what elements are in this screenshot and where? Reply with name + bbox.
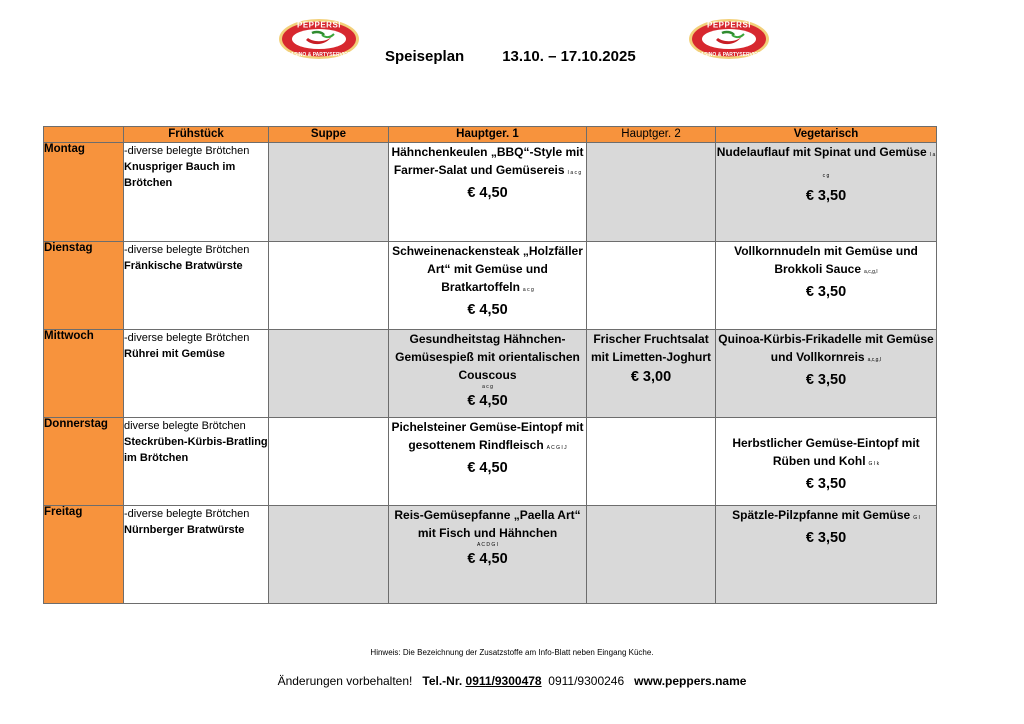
main1-cell — [389, 506, 587, 604]
footer-contact — [0, 674, 1024, 688]
vegetarian-cell — [716, 506, 937, 604]
veg-price: € 3,50 — [805, 284, 847, 300]
main1-additives: A C G I J — [546, 445, 567, 451]
svg-text:CASINO & PARTYSERVICE: CASINO & PARTYSERVICE — [696, 52, 762, 58]
main1-name: Pichelsteiner Gemüse-Eintopf mit gesottenem Rindfleisch — [391, 420, 584, 452]
veg-additives: G I — [913, 515, 920, 521]
breakfast-special: Knuspriger Bauch im Brötchen — [124, 161, 236, 189]
table-row — [44, 506, 937, 604]
soup-cell — [269, 330, 389, 418]
veg-additives: G I k — [868, 461, 880, 467]
changes-notice: Änderungen vorbehalten! — [277, 674, 413, 688]
soup-cell — [269, 418, 389, 506]
main1-price: € 4,50 — [467, 551, 508, 567]
phone-label: Tel.-Nr. — [422, 674, 463, 688]
veg-name: Spätzle-Pilzpfanne mit Gemüse — [732, 508, 911, 522]
breakfast-plain: -diverse belegte Brötchen — [124, 244, 250, 256]
breakfast-special: Rührei mit Gemüse — [124, 348, 225, 360]
main1-name: Schweinenackensteak „Holzfäller Art“ mit Gemüse und Bratkartoffeln — [392, 244, 583, 294]
main1-price: € 4,50 — [467, 185, 508, 201]
soup-cell — [269, 143, 389, 242]
main1-name: Reis-Gemüsepfanne „Paella Art“ mit Fisch und Hähnchen — [394, 508, 581, 540]
table-row — [44, 143, 937, 242]
svg-text:PEPPERSI: PEPPERSI — [296, 20, 342, 30]
breakfast-plain: diverse belegte Brötchen — [124, 420, 246, 432]
main1-cell — [389, 418, 587, 506]
veg-name: Nudelauflauf mit Spinat und Gemüse — [716, 145, 927, 159]
breakfast-plain: -diverse belegte Brötchen — [124, 332, 250, 344]
table-row — [44, 330, 937, 418]
column-header-vegetarian: Vegetarisch — [716, 127, 937, 143]
breakfast-cell — [124, 330, 269, 418]
breakfast-special: Fränkische Bratwürste — [124, 260, 243, 272]
phone-primary: 0911/9300478 — [465, 674, 542, 688]
phone-secondary: 0911/9300246 — [548, 674, 625, 688]
day-label: Freitag — [44, 506, 124, 604]
svg-text:CASINO & PARTYSERVICE: CASINO & PARTYSERVICE — [286, 52, 352, 58]
main1-cell — [389, 330, 587, 418]
breakfast-special: Nürnberger Bratwürste — [124, 524, 245, 536]
main1-additives: I a c g — [567, 170, 582, 176]
breakfast-special: Steckrüben-Kürbis-Bratling im Brötchen — [124, 436, 268, 464]
veg-price: € 3,50 — [805, 372, 847, 388]
title-text: Speiseplan — [385, 48, 465, 65]
veg-name: Quinoa-Kürbis-Frikadelle mit Gemüse und Vollkornreis — [718, 332, 934, 364]
table-row — [44, 418, 937, 506]
main1-price: € 4,50 — [467, 460, 508, 476]
soup-cell — [269, 506, 389, 604]
column-header-soup: Suppe — [269, 127, 389, 143]
main2-price: € 3,00 — [630, 369, 672, 385]
peppersi-logo-right — [688, 18, 770, 60]
veg-additives: a,c,g,I — [864, 269, 878, 275]
main2-cell — [587, 143, 716, 242]
main2-cell — [587, 330, 716, 418]
soup-cell — [269, 242, 389, 330]
veg-price: € 3,50 — [805, 530, 847, 546]
day-label: Donnerstag — [44, 418, 124, 506]
peppersi-logo-left — [278, 18, 360, 60]
breakfast-cell — [124, 242, 269, 330]
breakfast-cell — [124, 143, 269, 242]
vegetarian-cell — [716, 418, 937, 506]
veg-name: Vollkornnudeln mit Gemüse und Brokkoli Sauce — [734, 244, 918, 276]
chili-logo-icon — [688, 18, 770, 60]
veg-additives: I a c g — [822, 152, 936, 179]
header-row — [44, 127, 937, 143]
main1-name: Hähnchenkeulen „BBQ“-Style mit Farmer-Salat und Gemüsereis — [391, 145, 584, 177]
veg-name: Herbstlicher Gemüse-Eintopf mit Rüben und Kohl — [732, 436, 920, 468]
main2-cell — [587, 242, 716, 330]
header-corner — [44, 127, 124, 143]
page-title — [385, 48, 636, 65]
main1-additives: A C D G I — [476, 542, 499, 548]
chili-logo-icon — [278, 18, 360, 60]
vegetarian-cell — [716, 330, 937, 418]
breakfast-cell — [124, 506, 269, 604]
main1-cell — [389, 143, 587, 242]
website-link[interactable]: www.peppers.name — [634, 674, 747, 688]
svg-text:PEPPERSI: PEPPERSI — [706, 20, 752, 30]
main1-additives: a c g — [522, 287, 534, 293]
main1-additives: a c g — [482, 384, 493, 390]
main1-cell — [389, 242, 587, 330]
day-label: Montag — [44, 143, 124, 242]
additives-hint: Hinweis: Die Bezeichnung der Zusatzstoffe am Info-Blatt neben Eingang Küche. — [370, 648, 654, 657]
main2-cell — [587, 506, 716, 604]
table-row — [44, 242, 937, 330]
day-label: Mittwoch — [44, 330, 124, 418]
veg-price: € 3,50 — [805, 476, 847, 492]
breakfast-plain: -diverse belegte Brötchen — [124, 508, 250, 520]
veg-price: € 3,50 — [805, 188, 847, 204]
breakfast-cell — [124, 418, 269, 506]
main1-name: Gesundheitstag Hähnchen-Gemüsespieß mit orientalischen Couscous — [395, 332, 580, 382]
date-range: 13.10. – 17.10.2025 — [502, 48, 636, 65]
main2-cell — [587, 418, 716, 506]
breakfast-plain: -diverse belegte Brötchen — [124, 145, 250, 157]
veg-additives: a,c,g,I — [867, 357, 882, 363]
main2-name: Frischer Fruchtsalat mit Limetten-Joghurt — [591, 332, 711, 364]
main1-price: € 4,50 — [467, 393, 508, 409]
vegetarian-cell — [716, 242, 937, 330]
vegetarian-cell — [716, 143, 937, 242]
column-header-breakfast: Frühstück — [124, 127, 269, 143]
main1-price: € 4,50 — [467, 302, 508, 318]
menu-table — [43, 126, 937, 604]
column-header-main2: Hauptger. 2 — [587, 127, 716, 143]
day-label: Dienstag — [44, 242, 124, 330]
column-header-main1: Hauptger. 1 — [389, 127, 587, 143]
